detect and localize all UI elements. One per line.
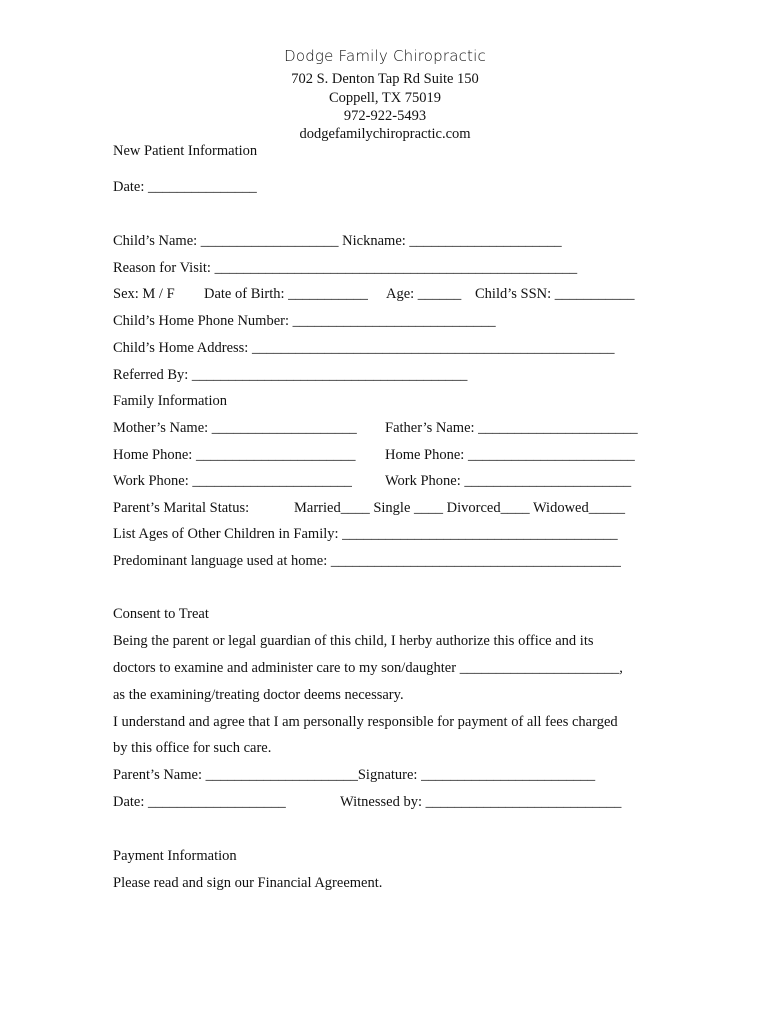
payment-heading: Payment Information	[113, 848, 237, 864]
consent-text-2[interactable]: doctors to examine and administer care to my son/daughter ______________________,	[113, 660, 623, 676]
other-children-field[interactable]: List Ages of Other Children in Family: ______________________________________	[113, 526, 618, 542]
consent-date-field[interactable]: Date: ___________________	[113, 794, 286, 810]
childs-ssn-field[interactable]: Child’s SSN: ___________	[475, 286, 635, 302]
childs-home-address-field[interactable]: Child’s Home Address: __________________________________________________	[113, 340, 615, 356]
date-of-birth-field[interactable]: Date of Birth: ___________	[204, 286, 368, 302]
father-work-phone-field[interactable]: Work Phone: _______________________	[385, 473, 632, 489]
practice-phone: 972-922-5493	[343, 108, 427, 124]
payment-text: Please read and sign our Financial Agreement.	[113, 875, 383, 891]
fathers-name-field[interactable]: Father’s Name: ______________________	[385, 420, 638, 436]
practice-name: Dodge Family Chiropractic	[284, 47, 486, 65]
sex-field[interactable]: Sex: M / F	[113, 286, 175, 302]
mother-work-phone-field[interactable]: Work Phone: ______________________	[113, 473, 352, 489]
consent-text-3: as the examining/treating doctor deems necessary.	[113, 687, 404, 703]
practice-website: dodgefamilychiropractic.com	[299, 126, 471, 142]
childs-home-phone-field[interactable]: Child’s Home Phone Number: ____________________________	[113, 313, 496, 329]
marital-status-options[interactable]: Married____ Single ____ Divorced____ Widowed_____	[294, 500, 625, 516]
family-info-heading: Family Information	[113, 393, 227, 409]
referred-by-field[interactable]: Referred By: ______________________________________	[113, 367, 468, 383]
witnessed-by-field[interactable]: Witnessed by: ___________________________	[340, 794, 622, 810]
new-patient-heading: New Patient Information	[113, 143, 258, 159]
home-language-field[interactable]: Predominant language used at home: ________________________________________	[113, 553, 621, 569]
marital-status-label: Parent’s Marital Status:	[113, 500, 250, 516]
mothers-name-field[interactable]: Mother’s Name: ____________________	[113, 420, 357, 436]
father-home-phone-field[interactable]: Home Phone: _______________________	[385, 447, 635, 463]
address-line-2: Coppell, TX 75019	[328, 90, 442, 106]
consent-text-1: Being the parent or legal guardian of this child, I herby authorize this office and its	[113, 633, 594, 649]
address-line-1: 702 S. Denton Tap Rd Suite 150	[291, 71, 479, 87]
consent-text-5: by this office for such care.	[113, 740, 272, 756]
consent-text-4: I understand and agree that I am personally responsible for payment of all fees charged	[113, 714, 618, 730]
parent-name-signature-field[interactable]: Parent’s Name: _____________________Signature: ________________________	[113, 767, 596, 783]
consent-heading: Consent to Treat	[113, 606, 209, 622]
childs-name-field[interactable]: Child’s Name: ___________________ Nickname: _____________________	[113, 233, 562, 249]
age-field[interactable]: Age: ______	[386, 286, 462, 302]
reason-for-visit-field[interactable]: Reason for Visit: __________________________________________________	[113, 260, 578, 276]
mother-home-phone-field[interactable]: Home Phone: ______________________	[113, 447, 356, 463]
date-field[interactable]: Date: _______________	[113, 179, 257, 195]
